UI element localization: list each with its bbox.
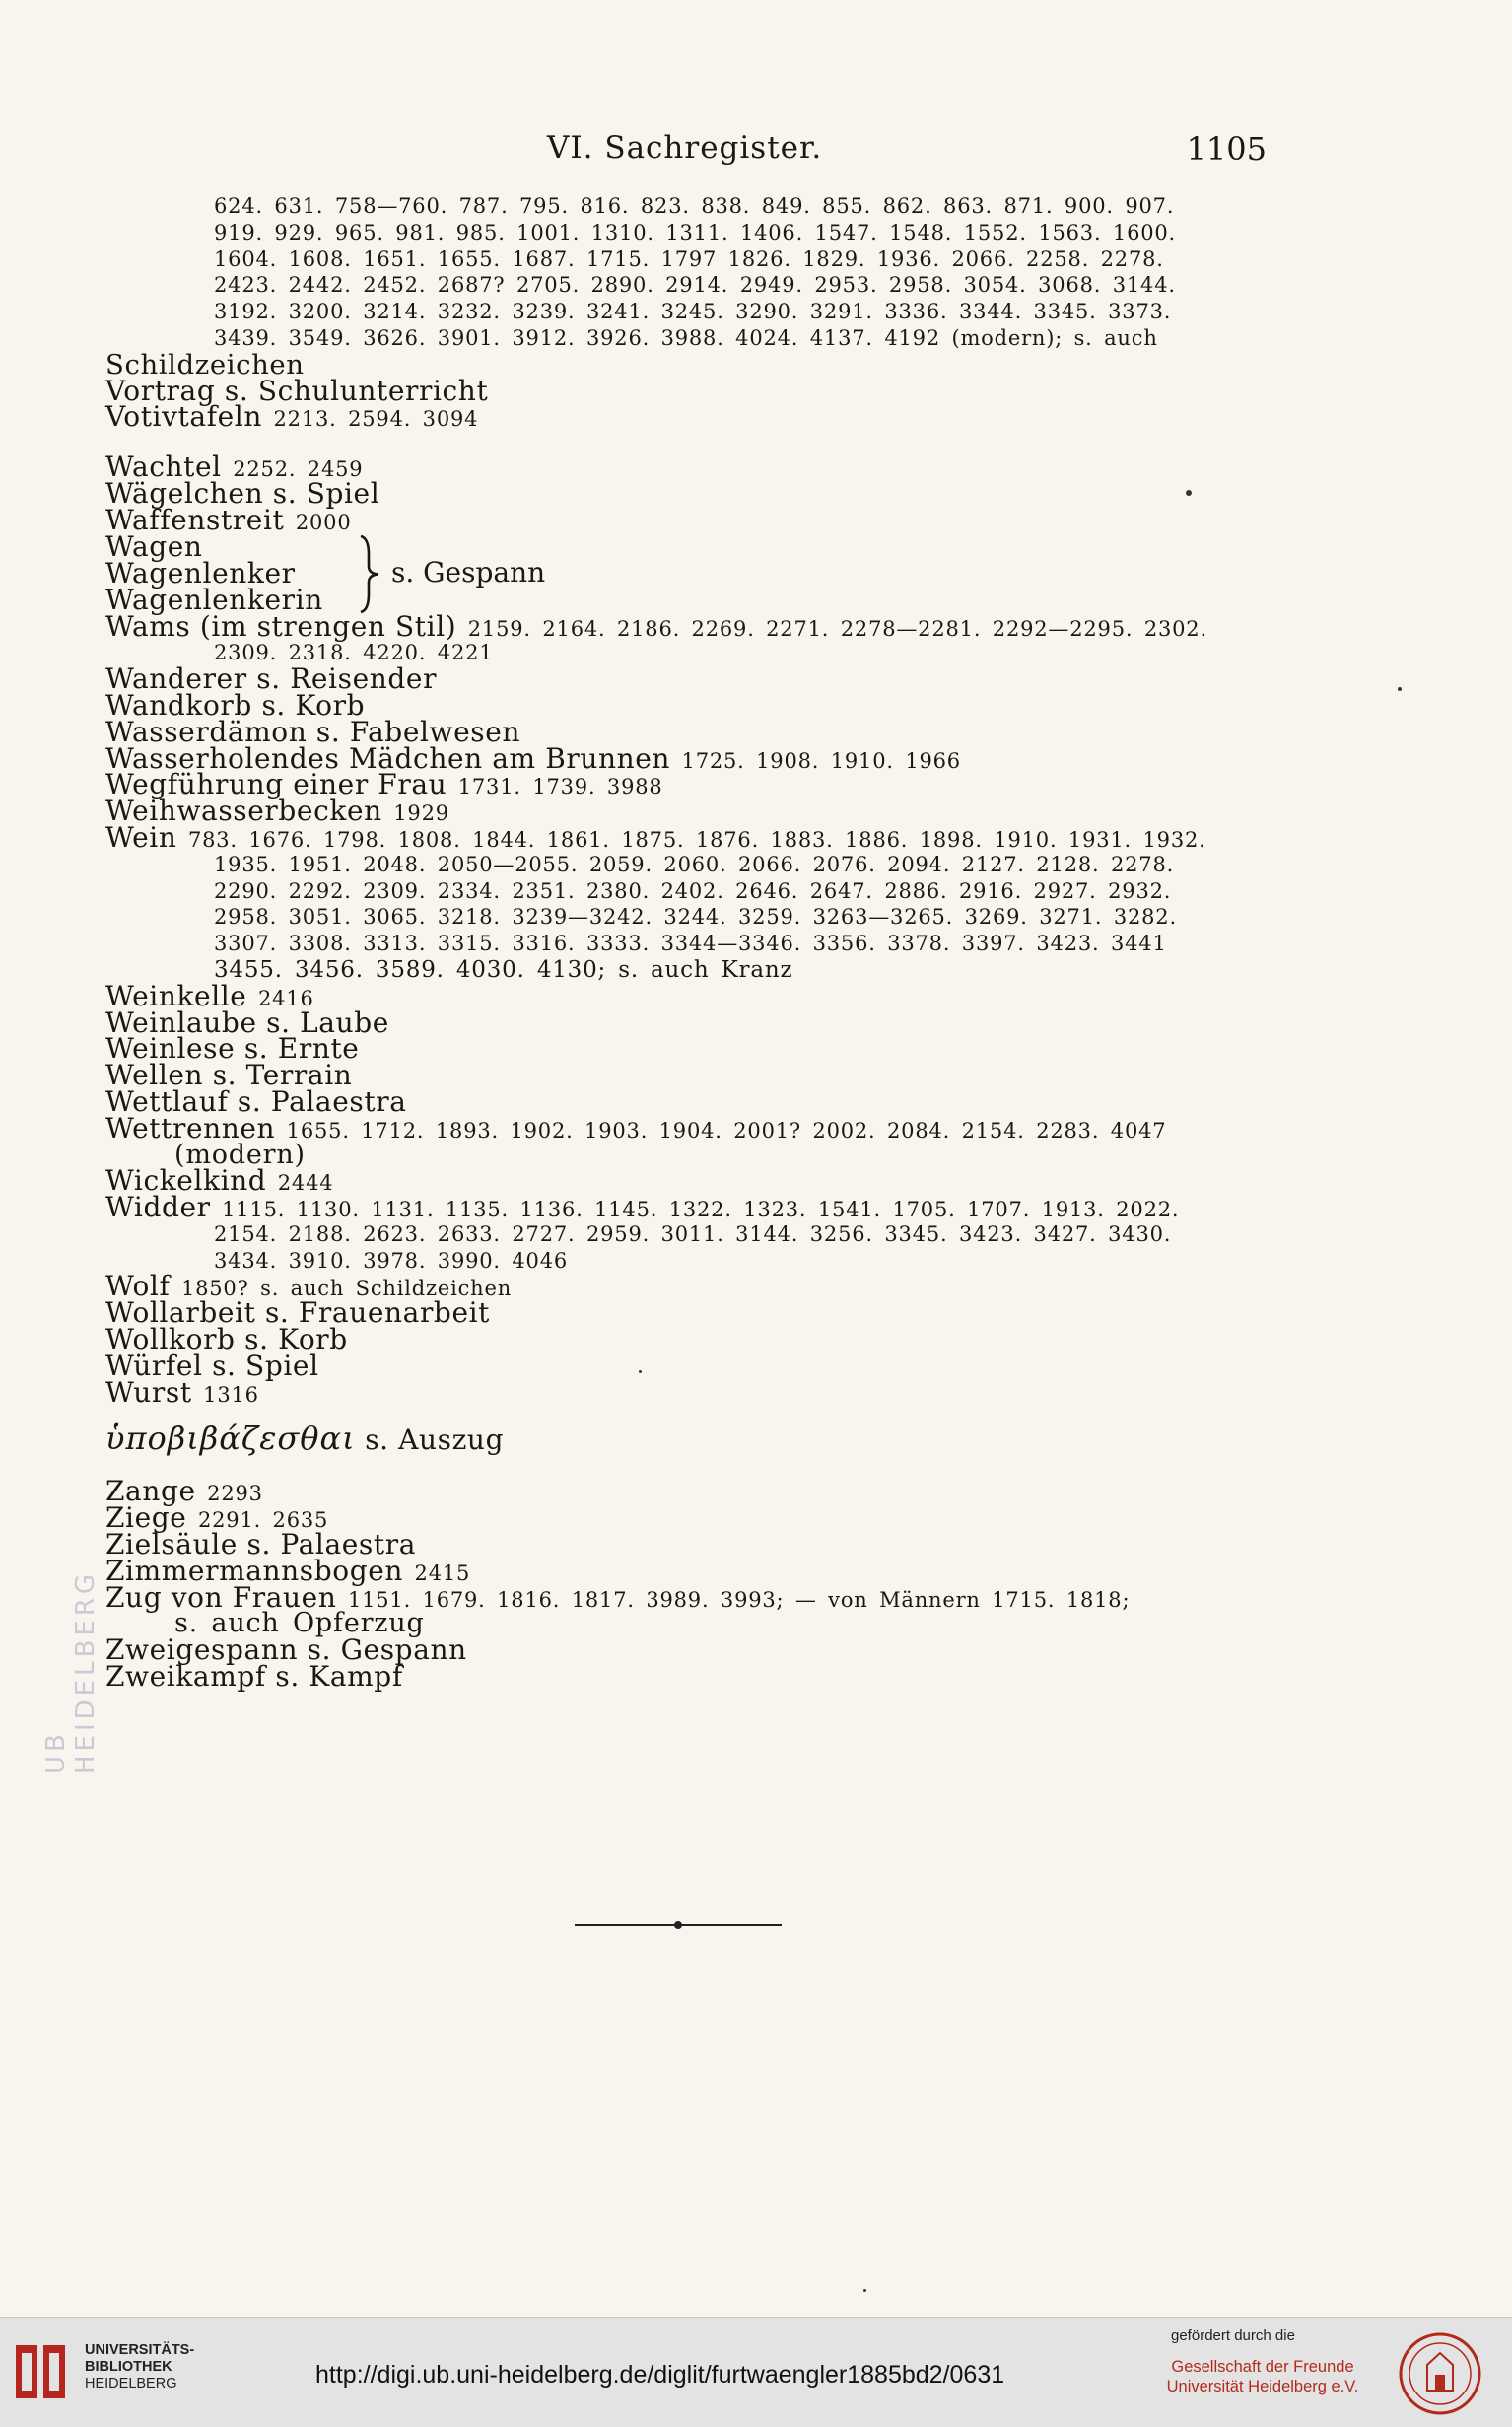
index-continuation: Schildzeichen: [105, 348, 305, 381]
index-continuation: 1604. 1608. 1651. 1655. 1687. 1715. 1797 1826. 1829. 1936. 2066. 2258. 2278.: [214, 246, 1164, 271]
index-entry: [105, 503, 1259, 536]
index-continuation: 919. 929. 965. 981. 985. 1001. 1310. 1311. 1406. 1547. 1548. 1552. 1563. 1600.: [214, 220, 1177, 244]
index-references: s. Frauenarbeit: [255, 1296, 491, 1330]
index-continuation: 3434. 3910. 3978. 3990. 4046: [214, 1248, 569, 1273]
index-term: Zweigespann: [105, 1633, 299, 1667]
index-entry: [105, 1164, 1259, 1198]
index-entry: [105, 1580, 1259, 1614]
index-references: s. Kampf: [265, 1660, 403, 1694]
entry-widder: [105, 1191, 1259, 1274]
index-references: s. Spiel: [202, 1349, 319, 1382]
index-references: s. Laube: [256, 1005, 389, 1039]
index-entry: Wagenlenker: [105, 556, 296, 589]
index-term: Weinlese: [105, 1032, 236, 1066]
index-term: Wollkorb: [105, 1323, 236, 1356]
z-entries: [105, 1475, 1259, 1587]
index-entry: [105, 1349, 1259, 1382]
library-name: UNIVERSITÄTS- BIBLIOTHEK HEIDELBERG: [85, 2342, 195, 2392]
wagen-group: [105, 529, 1259, 616]
entry-zug: [105, 1580, 1259, 1639]
w-entries: [105, 1270, 1259, 1409]
index-references: s. Spiel: [263, 476, 380, 510]
index-term: Würfel: [105, 1349, 203, 1382]
index-continuation: 624. 631. 758—760. 787. 795. 816. 823. 838. 849. 855. 862. 863. 871. 900. 907.: [214, 194, 1175, 218]
index-term: Weinlaube: [105, 1005, 257, 1039]
index-term: Wellen: [105, 1059, 204, 1092]
university-seal-icon: [1398, 2331, 1482, 2416]
brace-reference: s. Gespann: [391, 555, 546, 589]
index-term: Wägelchen: [105, 476, 264, 510]
w-entries: [105, 662, 1259, 828]
library-stamp: UB HEIDELBERG: [41, 1569, 101, 1774]
w-entries: [105, 451, 1259, 536]
entry-wams: [105, 609, 1259, 667]
index-term: Wanderer: [105, 662, 247, 696]
greek-entry: [105, 1420, 1259, 1458]
dust-speck: [639, 1370, 642, 1373]
index-continuation: 3307. 3308. 3313. 3315. 3316. 3333. 3344—3346. 3356. 3378. 3397. 3423. 3441: [214, 932, 1167, 956]
dust-speck: [1186, 490, 1192, 496]
index-term: Votivtafeln: [105, 400, 263, 434]
index-continuation: 3439. 3549. 3626. 3901. 3912. 3926. 3988. 4024. 4137. 4192 (modern); s. auch: [214, 325, 1158, 350]
index-continuation: 2423. 2442. 2452. 2687? 2705. 2890. 2914. 2949. 2953. 2958. 3054. 3068. 3144.: [214, 273, 1176, 298]
index-term: Zielsäule: [105, 1528, 238, 1561]
index-continuation: 3192. 3200. 3214. 3232. 3239. 3241. 3245. 3290. 3291. 3336. 3344. 3345. 3373.: [214, 300, 1172, 324]
index-entry: [105, 1111, 1259, 1144]
index-references: 1316: [191, 1382, 259, 1407]
index-term: Ziege: [105, 1501, 187, 1535]
index-references: 2213. 2594. 3094: [262, 407, 479, 432]
university-library-logo-icon: [14, 2339, 69, 2404]
index-references: 2252. 2459: [221, 457, 364, 482]
index-term: Wollarbeit: [105, 1296, 256, 1330]
index-references: 2000: [284, 510, 352, 534]
index-term: Weihwasserbecken: [105, 795, 382, 828]
index-term: Wein: [105, 820, 177, 854]
index-term: Wams (im strengen Stil): [105, 609, 457, 643]
end-rule-dot: [674, 1921, 682, 1929]
index-references: 1731. 1739. 3988: [447, 775, 663, 799]
index-entry: [105, 820, 1259, 854]
society-name: Gesellschaft der Freunde Universität Heidelberg e.V.: [1166, 2358, 1359, 2395]
index-references: 1151. 1679. 1816. 1817. 3989. 3993; — von Männern 1715. 1818;: [336, 1587, 1131, 1612]
index-references: s. Palaestra: [228, 1084, 407, 1118]
curly-brace-icon: [357, 534, 384, 614]
index-term: Zimmermannsbogen: [105, 1554, 404, 1587]
index-continuation: s. auch Opferzug: [174, 1608, 425, 1639]
index-entry: Wagen: [105, 529, 203, 563]
index-references: s. Schulunterricht: [215, 374, 489, 407]
section-title: VI. Sachregister.: [547, 130, 823, 166]
index-references: 1850? s. auch Schildzeichen: [170, 1277, 513, 1301]
index-references: s. Ernte: [235, 1032, 360, 1066]
index-continuation: 2154. 2188. 2623. 2633. 2727. 2959. 3011. 3144. 3256. 3345. 3423. 3427. 3430.: [214, 1221, 1172, 1246]
index-references: 2291. 2635: [186, 1508, 329, 1533]
index-entry: [105, 1475, 1259, 1508]
index-references: 1725. 1908. 1910. 1966: [670, 748, 961, 773]
index-entry: [105, 400, 1259, 434]
index-term: Wettlauf: [105, 1084, 229, 1118]
index-continuation: 1935. 1951. 2048. 2050—2055. 2059. 2060. 2066. 2076. 2094. 2127. 2128. 2278.: [214, 852, 1175, 876]
index-continuation: 2958. 3051. 3065. 3218. 3239—3242. 3244. 3259. 3263—3265. 3269. 3271. 3282.: [214, 905, 1177, 930]
funded-by-text: gefördert durch die: [1171, 2327, 1295, 2344]
page-header: [547, 130, 1267, 173]
index-continuation: 2309. 2318. 4220. 4221: [214, 641, 494, 665]
index-term: Wurst: [105, 1375, 192, 1409]
index-references: 783. 1676. 1798. 1808. 1844. 1861. 1875. 1876. 1883. 1886. 1898. 1910. 1931. 1932.: [176, 827, 1206, 852]
index-term: Widder: [105, 1191, 211, 1224]
index-references: 2159. 2164. 2186. 2269. 2271. 2278—2281. 2292—2295. 2302.: [456, 616, 1207, 641]
index-entry: [105, 1660, 1259, 1694]
index-references: s. Gespann: [298, 1633, 467, 1667]
page-number: 1105: [1186, 130, 1267, 168]
index-references: 1115. 1130. 1131. 1135. 1136. 1145. 1322. 1323. 1541. 1705. 1707. 1913. 2022.: [210, 1198, 1180, 1222]
index-term: Waffenstreit: [105, 503, 285, 536]
index-references: s. Reisender: [246, 662, 438, 696]
index-term: Zange: [105, 1475, 196, 1508]
index-term: Wasserdämon: [105, 715, 308, 748]
index-entry: [105, 1375, 1259, 1409]
index-continuation: 3455. 3456. 3589. 4030. 4130; s. auch Kranz: [214, 956, 793, 983]
index-term: Wegführung einer Frau: [105, 768, 447, 801]
index-references: s. Palaestra: [237, 1528, 417, 1561]
index-references: 1929: [381, 801, 449, 826]
index-references: 2416: [246, 986, 314, 1010]
index-references: s. Korb: [235, 1323, 348, 1356]
index-entry: Wagenlenkerin: [105, 583, 323, 616]
z-entries: [105, 1633, 1259, 1694]
index-term: Zug von Frauen: [105, 1580, 337, 1614]
dust-speck: [863, 2289, 866, 2292]
index-continuation: 2290. 2292. 2309. 2334. 2351. 2380. 2402. 2646. 2647. 2886. 2916. 2927. 2932.: [214, 878, 1172, 903]
index-term: Wettrennen: [105, 1111, 276, 1144]
index-term: Zweikampf: [105, 1660, 266, 1694]
index-term: Wandkorb: [105, 688, 252, 722]
index-term: Weinkelle: [105, 979, 247, 1012]
index-references: 2293: [195, 1482, 263, 1506]
w-entries: [105, 979, 1259, 1118]
index-term: Wachtel: [105, 451, 222, 484]
index-term: Wickelkind: [105, 1164, 267, 1198]
entry-wein: [105, 820, 1259, 984]
index-entry: [105, 609, 1259, 643]
index-entry: [105, 1191, 1259, 1224]
v-entries: [105, 374, 1259, 434]
index-term: Wasserholendes Mädchen am Brunnen: [105, 741, 671, 775]
continued-entry: [105, 193, 1259, 379]
index-term: Vortrag: [105, 374, 216, 407]
index-entry: [105, 374, 1259, 407]
greek-term: ὑποβιβάζεσθαι: [105, 1420, 356, 1458]
index-continuation: (modern): [174, 1139, 306, 1170]
document-url-link[interactable]: http://digi.ub.uni-heidelberg.de/diglit/furtwaengler1885bd2/0631: [315, 2361, 1005, 2389]
entry-wickelkind: [105, 1164, 1259, 1198]
index-references: 2415: [403, 1560, 471, 1585]
index-entry: [105, 795, 1259, 828]
index-column: [105, 193, 1259, 1694]
index-references: s. Terrain: [203, 1059, 353, 1092]
greek-reference: s. Auszug: [355, 1423, 505, 1457]
index-references: 2444: [266, 1171, 334, 1196]
index-references: s. Korb: [251, 688, 366, 722]
index-term: Wolf: [105, 1270, 171, 1303]
dust-speck: [1398, 687, 1402, 691]
index-references: s. Fabelwesen: [307, 715, 521, 748]
index-entry: [105, 1084, 1259, 1118]
footer-bar: [0, 2317, 1512, 2427]
index-references: 1655. 1712. 1893. 1902. 1903. 1904. 2001? 2002. 2084. 2154. 2283. 4047: [275, 1118, 1167, 1143]
entry-wettrennen: [105, 1111, 1259, 1170]
